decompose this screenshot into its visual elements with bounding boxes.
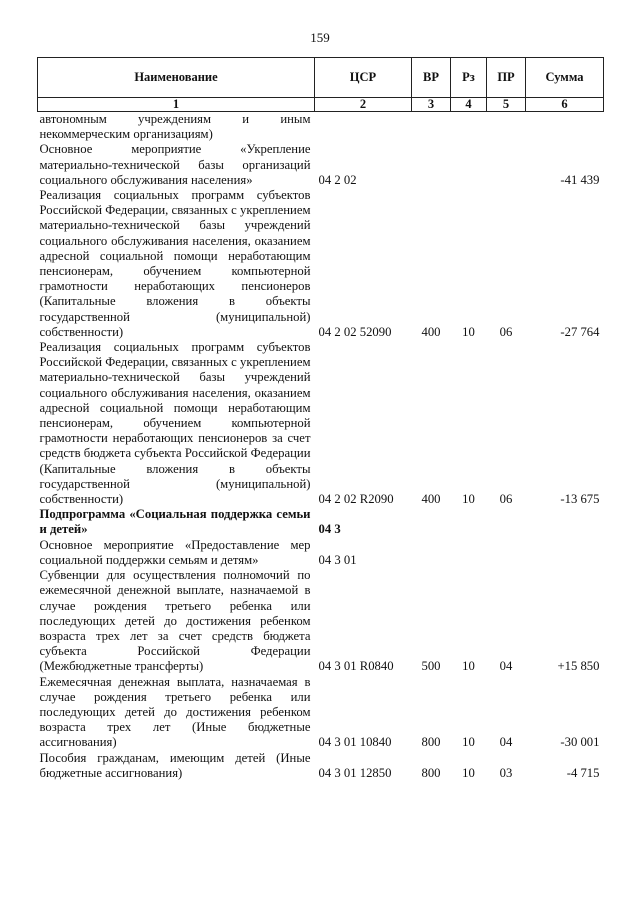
row-name: Основное мероприятие «Предоставление мер социальной поддержки семьям и детям» (39, 537, 311, 567)
row-pr (487, 112, 526, 143)
header-sum: Сумма (526, 58, 604, 98)
table-row (38, 675, 604, 751)
column-number-csr: 2 (315, 98, 412, 112)
row-vr: 800 (421, 735, 441, 750)
page-number: 159 (310, 30, 330, 45)
row-vr (412, 538, 451, 568)
row-rz: 10 (462, 659, 475, 674)
table-row (38, 751, 604, 781)
row-csr: 04 3 01 R0840 (318, 659, 394, 674)
row-pr (487, 538, 526, 568)
row-rz (451, 538, 487, 568)
row-sum: -30 001 (560, 735, 600, 750)
row-name: Пособия гражданам, имеющим детей (Иные бюджетные ассигнования) (39, 750, 311, 780)
row-sum: -4 715 (566, 765, 600, 780)
row-pr: 04 (499, 659, 513, 674)
row-csr: 04 3 01 10840 (318, 735, 392, 750)
column-number-name: 1 (38, 98, 315, 112)
table-row (38, 142, 604, 188)
row-vr: 400 (421, 324, 441, 339)
header-rz: Рз (451, 58, 487, 98)
row-sum: -27 764 (560, 324, 600, 339)
row-sum (526, 538, 604, 568)
table-header (38, 58, 604, 112)
table-row (38, 538, 604, 568)
row-vr (412, 112, 451, 143)
column-number-rz: 4 (451, 98, 487, 112)
table-row (38, 112, 604, 143)
table-row (38, 340, 604, 507)
table-body (38, 112, 604, 781)
row-vr: 500 (421, 659, 441, 674)
row-sum: -13 675 (560, 492, 600, 507)
row-sum: -41 439 (560, 172, 600, 187)
table-row (38, 568, 604, 674)
header-name: Наименование (38, 58, 315, 98)
column-number-sum: 6 (526, 98, 604, 112)
row-csr: 04 3 (318, 522, 341, 537)
budget-table (37, 57, 604, 781)
row-pr: 04 (499, 735, 513, 750)
row-pr: 06 (499, 492, 513, 507)
row-name: Субвенции для осуществления полномочий по ежемесячной денежной выплате, назначаемой в случае рождения третьего ребенка или последующих детей до достижения ребенком возраста трех лет за счет средств бюджета субъекта Российской Федерации (Межбюджетные трансферты) (39, 568, 311, 674)
row-name: Реализация социальных программ субъектов Российской Федерации, связанных с укреплением материально-технической базы учреждений социального обслуживания населения, оказанием адресной социальной помощи неработающим пенсионерам, обучением компьютерной грамотности неработающих пенсионеров (Капитальные вложения в объекты государственной (муниципальной) собственности) (39, 188, 311, 339)
row-csr: 04 3 01 (318, 552, 357, 567)
row-vr (412, 507, 451, 537)
row-rz (451, 142, 487, 188)
row-pr: 06 (499, 324, 513, 339)
header-csr: ЦСР (315, 58, 412, 98)
row-name: автономным учреждениям и иным некоммерческим организациям) (39, 112, 311, 142)
row-sum (526, 112, 604, 143)
row-name: Реализация социальных программ субъектов Российской Федерации, связанных с укреплением материально-технической базы учреждений социального обслуживания населения, оказанием адресной социальной помощи неработающим пенсионерам, обучением компьютерной грамотности неработающих пенсионеров за счет средств бюджета субъекта Российской Федерации (Капитальные вложения в объекты государственной (муниципальной) собственности) (39, 340, 311, 507)
row-name: Подпрограмма «Социальная поддержка семьи и детей» (39, 507, 311, 537)
table-row-subprogram (38, 507, 604, 537)
row-vr: 400 (421, 492, 441, 507)
row-pr (487, 507, 526, 537)
row-vr: 800 (421, 765, 441, 780)
row-sum (526, 507, 604, 537)
row-csr: 04 3 01 12850 (318, 765, 392, 780)
row-vr (412, 142, 451, 188)
column-number-vr: 3 (412, 98, 451, 112)
row-rz: 10 (462, 492, 475, 507)
row-rz: 10 (462, 765, 475, 780)
row-csr: 04 2 02 52090 (318, 324, 392, 339)
table-row (38, 188, 604, 340)
row-csr (315, 112, 412, 143)
row-pr (487, 142, 526, 188)
row-csr: 04 2 02 (318, 172, 357, 187)
row-pr: 03 (499, 765, 513, 780)
header-vr: ВР (412, 58, 451, 98)
column-number-pr: 5 (487, 98, 526, 112)
header-pr: ПР (487, 58, 526, 98)
row-sum: +15 850 (557, 659, 600, 674)
row-name: Ежемесячная денежная выплата, назначаемая в случае рождения третьего ребенка или последующих детей до достижения ребенком возраста трех лет (Иные бюджетные ассигнования) (39, 674, 311, 750)
row-rz: 10 (462, 735, 475, 750)
row-rz (451, 112, 487, 143)
row-rz: 10 (462, 324, 475, 339)
row-rz (451, 507, 487, 537)
row-csr: 04 2 02 R2090 (318, 492, 394, 507)
row-name: Основное мероприятие «Укрепление материально-технической базы организаций социального обслуживания населения» (39, 142, 311, 187)
